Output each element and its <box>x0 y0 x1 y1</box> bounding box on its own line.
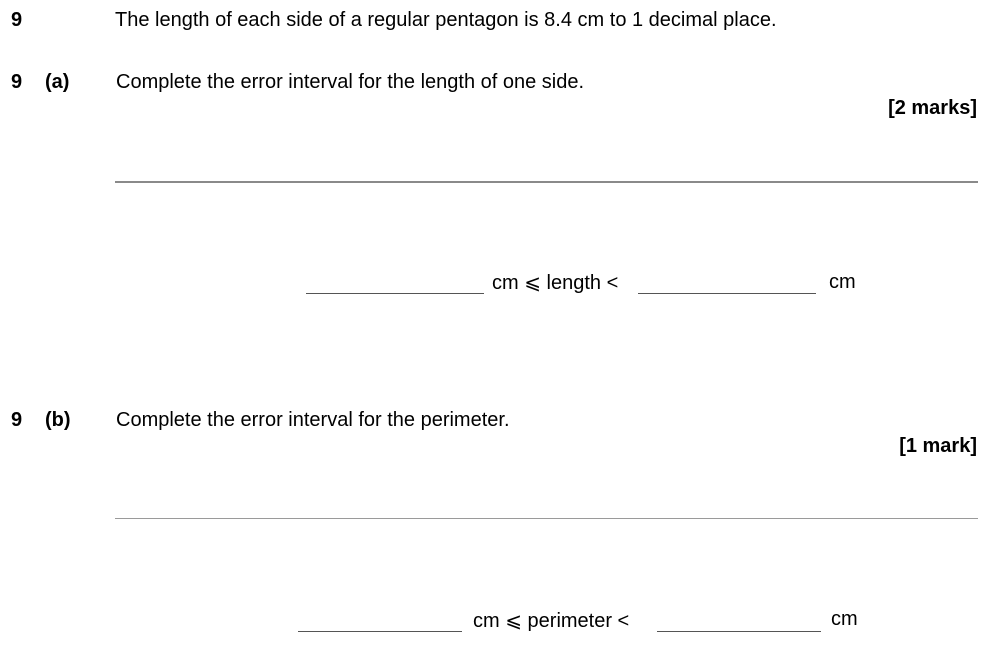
part-b-lower-answer-field[interactable] <box>298 601 462 631</box>
part-a-interval-text: cm ⩽ length < <box>492 272 619 294</box>
part-b-upper-answer-line <box>657 631 821 632</box>
part-b-label: (b) <box>45 409 71 431</box>
part-a-unit: cm <box>829 271 856 293</box>
part-b-upper-answer-field[interactable] <box>657 601 821 631</box>
part-a-lower-answer-field[interactable] <box>306 263 484 293</box>
part-a-marks: [2 marks] <box>888 97 977 119</box>
part-b-prompt: Complete the error interval for the perimeter. <box>116 409 510 431</box>
part-b-interval-text: cm ⩽ perimeter < <box>473 610 630 632</box>
part-a-prompt: Complete the error interval for the length of one side. <box>116 71 585 93</box>
question-number: 9 <box>11 9 23 31</box>
part-a-lower-answer-line <box>306 293 484 294</box>
part-b-marks: [1 mark] <box>899 435 977 457</box>
part-a-working-line <box>115 181 978 183</box>
part-a-upper-answer-field[interactable] <box>638 263 816 293</box>
question-stem: The length of each side of a regular pentagon is 8.4 cm to 1 decimal place. <box>115 9 777 31</box>
part-b-question-number: 9 <box>11 409 23 431</box>
part-a-upper-answer-line <box>638 293 816 294</box>
part-a-question-number: 9 <box>11 71 23 93</box>
part-a-label: (a) <box>45 71 70 93</box>
part-b-lower-answer-line <box>298 631 462 632</box>
part-b-working-line <box>115 518 978 519</box>
part-b-unit: cm <box>831 608 858 630</box>
